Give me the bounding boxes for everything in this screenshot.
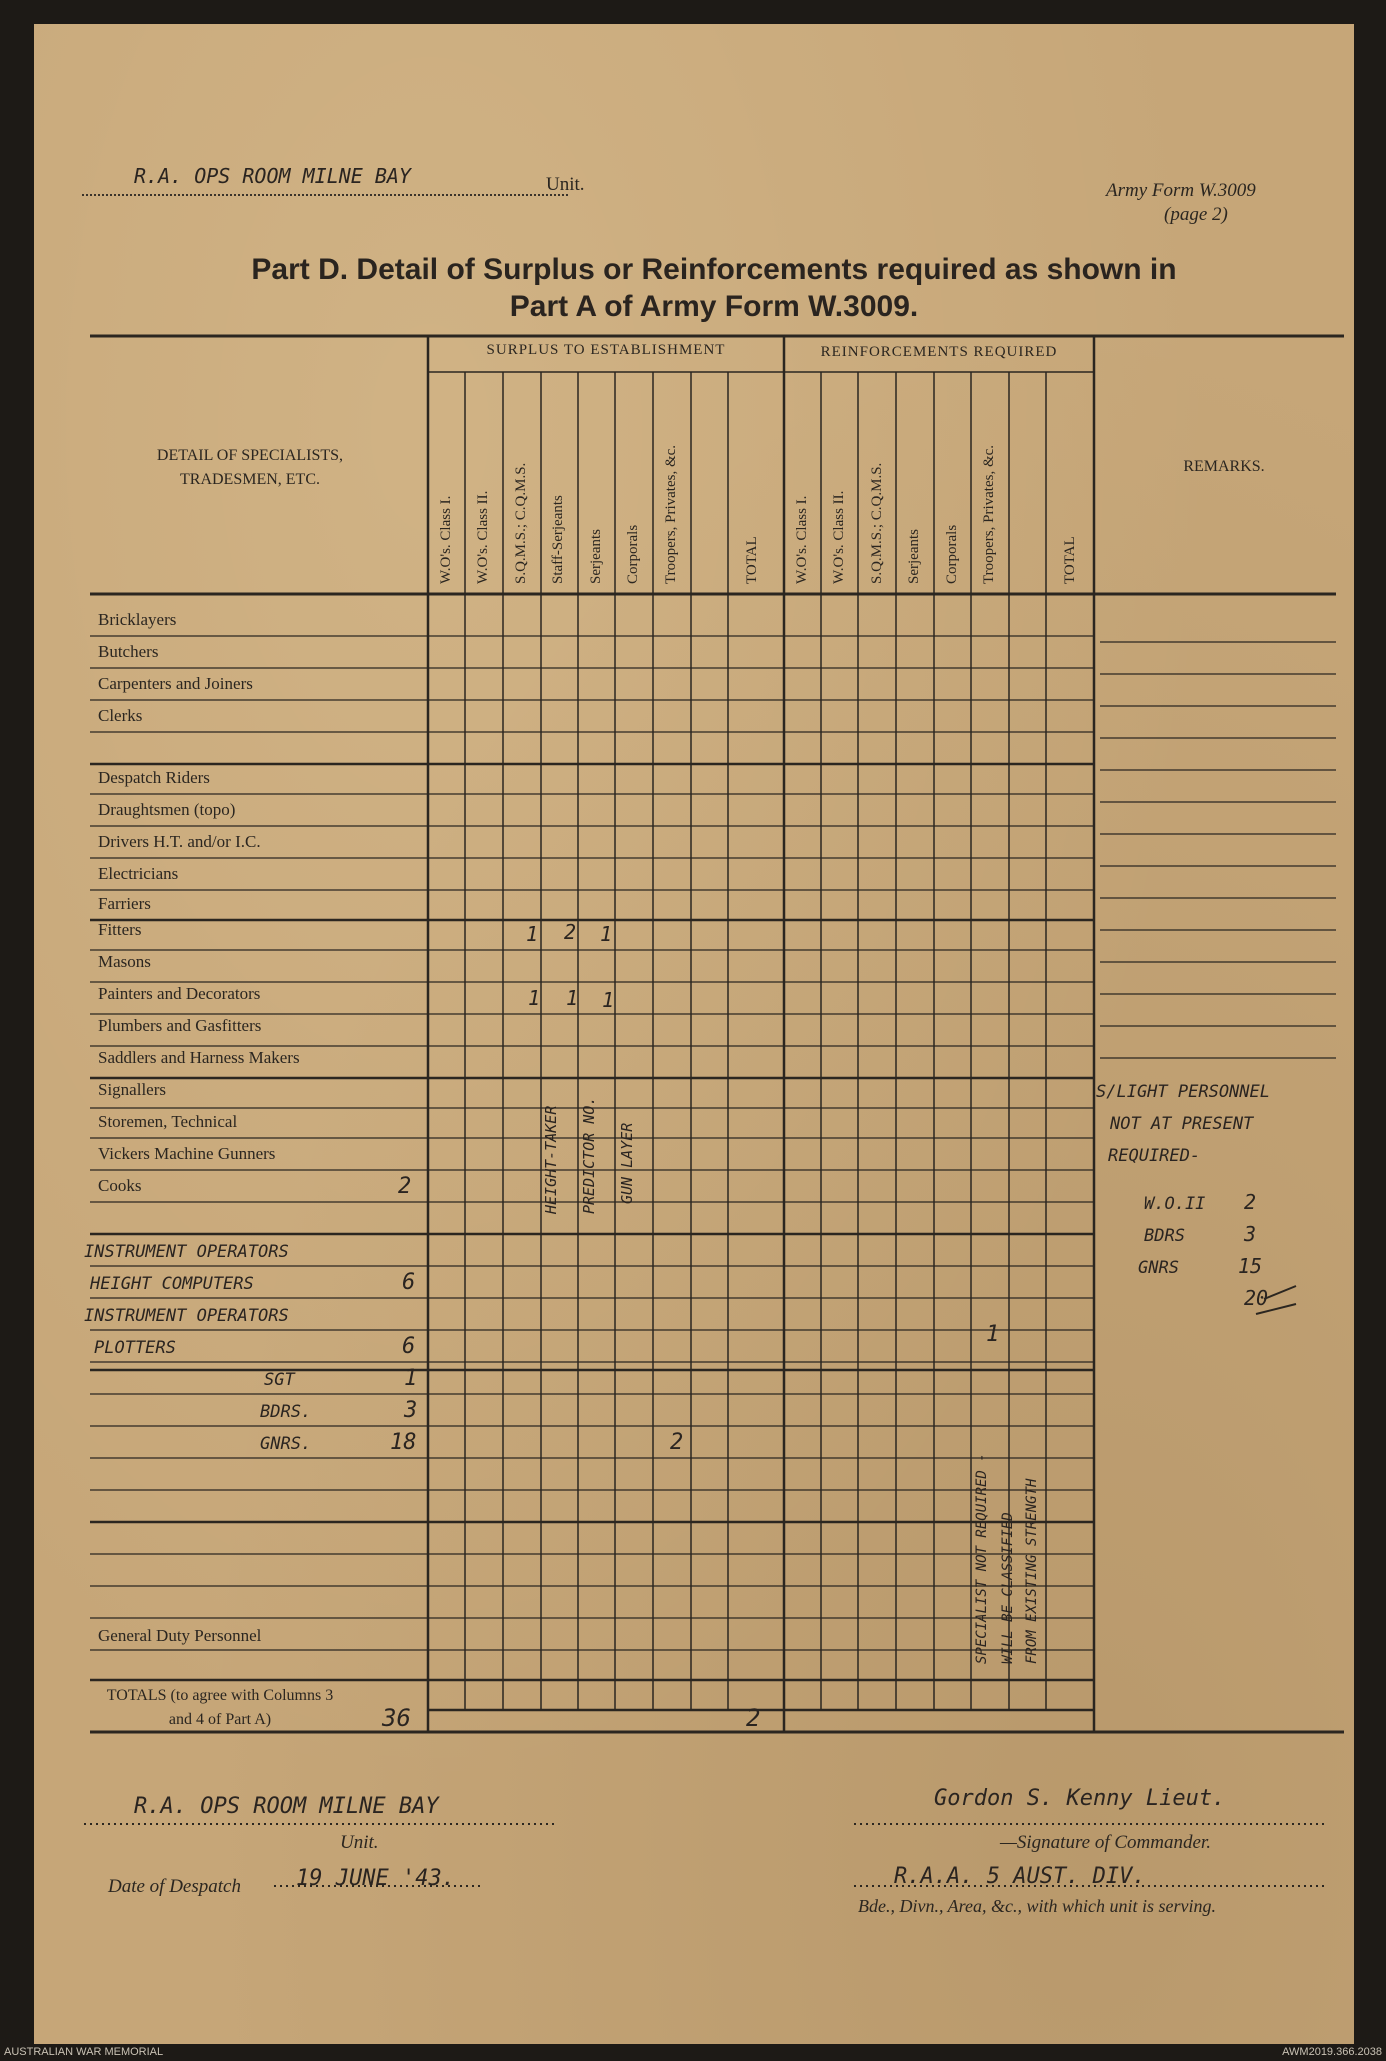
reinf-col-sjt: Serjeants — [906, 529, 922, 584]
footer-unit-label: Unit. — [340, 1832, 379, 1853]
hw-remarks-total: 20 — [1244, 1286, 1269, 1310]
surplus-col-wo2: W.O's. Class II. — [475, 490, 491, 584]
hw-gnrs: GNRS. — [260, 1434, 312, 1454]
hw-remarks-bdrs: BDRS — [1144, 1226, 1185, 1246]
hw-painters-sjt: 1 — [602, 988, 615, 1012]
hw-painters-staff: 1 — [566, 986, 579, 1010]
hw-remarks-line3: REQUIRED- — [1108, 1146, 1201, 1166]
row-label-drivers: Drivers H.T. and/or I.C. — [98, 832, 261, 851]
hw-totals-left: 36 — [382, 1704, 411, 1732]
hw-painters-sqms: 1 — [528, 986, 541, 1010]
hw-vert-reinf-2: WILL BE CLASSIFIED — [1000, 1512, 1016, 1664]
footer-date-value: 19 JUNE '43. — [296, 1866, 455, 1891]
reinf-col-wo1: W.O's. Class I. — [794, 495, 810, 584]
hw-gnrs-count: 18 — [390, 1430, 417, 1455]
hw-remarks-wo: W.O.II — [1144, 1194, 1206, 1214]
page-title-line2: Part A of Army Form W.3009. — [509, 290, 919, 323]
page-title-line1: Part D. Detail of Surplus or Reinforcements required as shown in — [251, 253, 1177, 286]
hw-plotters-count: 6 — [402, 1334, 416, 1359]
hw-vert-reinf-1: SPECIALIST NOT REQUIRED - — [974, 1453, 990, 1664]
hw-plotters-reinf: 1 — [986, 1322, 1000, 1347]
row-label-saddlers: Saddlers and Harness Makers — [98, 1048, 300, 1067]
detail-header: DETAIL OF SPECIALISTS, TRADESMEN, ETC. — [156, 447, 344, 488]
row-label-carpenters: Carpenters and Joiners — [98, 674, 253, 693]
hw-instr-op-1: INSTRUMENT OPERATORS — [84, 1242, 289, 1262]
hw-vertical-predictor: PREDICTOR NO. — [580, 1096, 598, 1214]
surplus-col-total: TOTAL — [744, 536, 760, 584]
credit-left: AUSTRALIAN WAR MEMORIAL — [4, 2046, 164, 2058]
row-label-painters: Painters and Decorators — [98, 984, 261, 1003]
row-label-vickers: Vickers Machine Gunners — [98, 1144, 276, 1163]
row-label-draughtsmen: Draughtsmen (topo) — [98, 800, 236, 819]
hw-cooks-count: 2 — [398, 1174, 412, 1199]
row-label-masons: Masons — [98, 952, 151, 971]
row-label-cooks: Cooks — [98, 1176, 142, 1195]
row-label-bricklayers: Bricklayers — [98, 610, 177, 629]
row-label-general-duty: General Duty Personnel — [98, 1626, 262, 1645]
row-label-butchers: Butchers — [98, 642, 159, 661]
row-label-plumbers: Plumbers and Gasfitters — [98, 1016, 262, 1035]
totals-label: TOTALS (to agree with Columns 3 and 4 of Part A) — [106, 1687, 334, 1728]
hw-vertical-height-taker: HEIGHT-TAKER — [542, 1105, 560, 1214]
hw-plotters: PLOTTERS — [94, 1338, 176, 1358]
footer-signature-label: —Signature of Commander. — [1000, 1832, 1211, 1853]
unit-label: Unit. — [546, 174, 585, 195]
hw-remarks-wo-count: 2 — [1244, 1190, 1257, 1214]
surplus-col-troopers: Troopers, Privates, &c. — [663, 444, 679, 584]
hw-fitters-staff: 2 — [564, 920, 577, 944]
hw-fitters-sqms: 1 — [526, 922, 539, 946]
credit-right: AWM2019.366.2038 — [1282, 2046, 1382, 2058]
hw-instr-op-2: INSTRUMENT OPERATORS — [84, 1306, 289, 1326]
form-page: (page 2) — [1164, 204, 1228, 225]
surplus-col-sqms: S.Q.M.S.; C.Q.M.S. — [513, 462, 529, 584]
form-name: Army Form W.3009 — [1106, 180, 1256, 201]
remarks-header: REMARKS. — [1183, 458, 1265, 475]
hw-sgt: SGT — [264, 1370, 295, 1390]
reinf-col-sqms: S.Q.M.S.; C.Q.M.S. — [869, 462, 885, 584]
surplus-col-cpl: Corporals — [625, 524, 641, 584]
footer-date-label: Date of Despatch — [108, 1876, 241, 1897]
row-label-storemen: Storemen, Technical — [98, 1112, 238, 1131]
surplus-col-wo1: W.O's. Class I. — [438, 495, 454, 584]
reinf-col-cpl: Corporals — [944, 524, 960, 584]
row-label-fitters: Fitters — [98, 920, 142, 939]
reinf-col-total: TOTAL — [1062, 536, 1078, 584]
hw-remarks-line1: S/LIGHT PERSONNEL — [1096, 1082, 1270, 1102]
hw-remarks-bdrs-count: 3 — [1244, 1222, 1257, 1246]
row-label-farriers: Farriers — [98, 894, 151, 913]
hw-remarks-gnrs: GNRS — [1138, 1258, 1179, 1278]
row-label-signallers: Signallers — [98, 1080, 166, 1099]
unit-handwritten: R.A. OPS ROOM MILNE BAY — [134, 164, 411, 188]
surplus-col-sjt: Serjeants — [588, 529, 604, 584]
hw-vert-reinf-3: FROM EXISTING STRENGTH — [1024, 1478, 1040, 1664]
surplus-header: SURPLUS TO ESTABLISHMENT — [486, 342, 726, 358]
reinf-col-troopers: Troopers, Privates, &c. — [981, 444, 997, 584]
hw-height-computers-count: 6 — [402, 1270, 416, 1295]
hw-remarks-line2: NOT AT PRESENT — [1110, 1114, 1254, 1134]
reinf-col-wo2: W.O's. Class II. — [831, 490, 847, 584]
row-label-clerks: Clerks — [98, 706, 143, 725]
footer-signature: Gordon S. Kenny Lieut. — [934, 1786, 1226, 1811]
hw-remarks-gnrs-count: 15 — [1238, 1254, 1263, 1278]
reinforcements-header: REINFORCEMENTS REQUIRED — [820, 344, 1058, 360]
hw-sgt-count: 1 — [404, 1366, 418, 1391]
hw-totals-surplus: 2 — [746, 1704, 761, 1732]
hw-bdrs: BDRS. — [260, 1402, 312, 1422]
form-sheet — [34, 24, 1354, 2044]
row-label-electricians: Electricians — [98, 864, 179, 883]
footer-bde-value: R.A.A. 5 AUST. DIV. — [894, 1864, 1146, 1889]
hw-bdrs-count: 3 — [404, 1398, 418, 1423]
hw-vertical-gun-layer: GUN LAYER — [618, 1122, 636, 1204]
hw-height-computers: HEIGHT COMPUTERS — [90, 1274, 254, 1294]
hw-fitters-sjt: 1 — [600, 922, 613, 946]
footer-unit-handwritten: R.A. OPS ROOM MILNE BAY — [134, 1794, 439, 1819]
archive-strip — [0, 2044, 1386, 2061]
footer-bde-label: Bde., Divn., Area, &c., with which unit is serving. — [858, 1896, 1216, 1916]
hw-gnrs-troopers: 2 — [670, 1430, 684, 1455]
surplus-col-staff-sjt: Staff-Serjeants — [550, 495, 566, 584]
row-label-despatch-riders: Despatch Riders — [98, 768, 210, 787]
